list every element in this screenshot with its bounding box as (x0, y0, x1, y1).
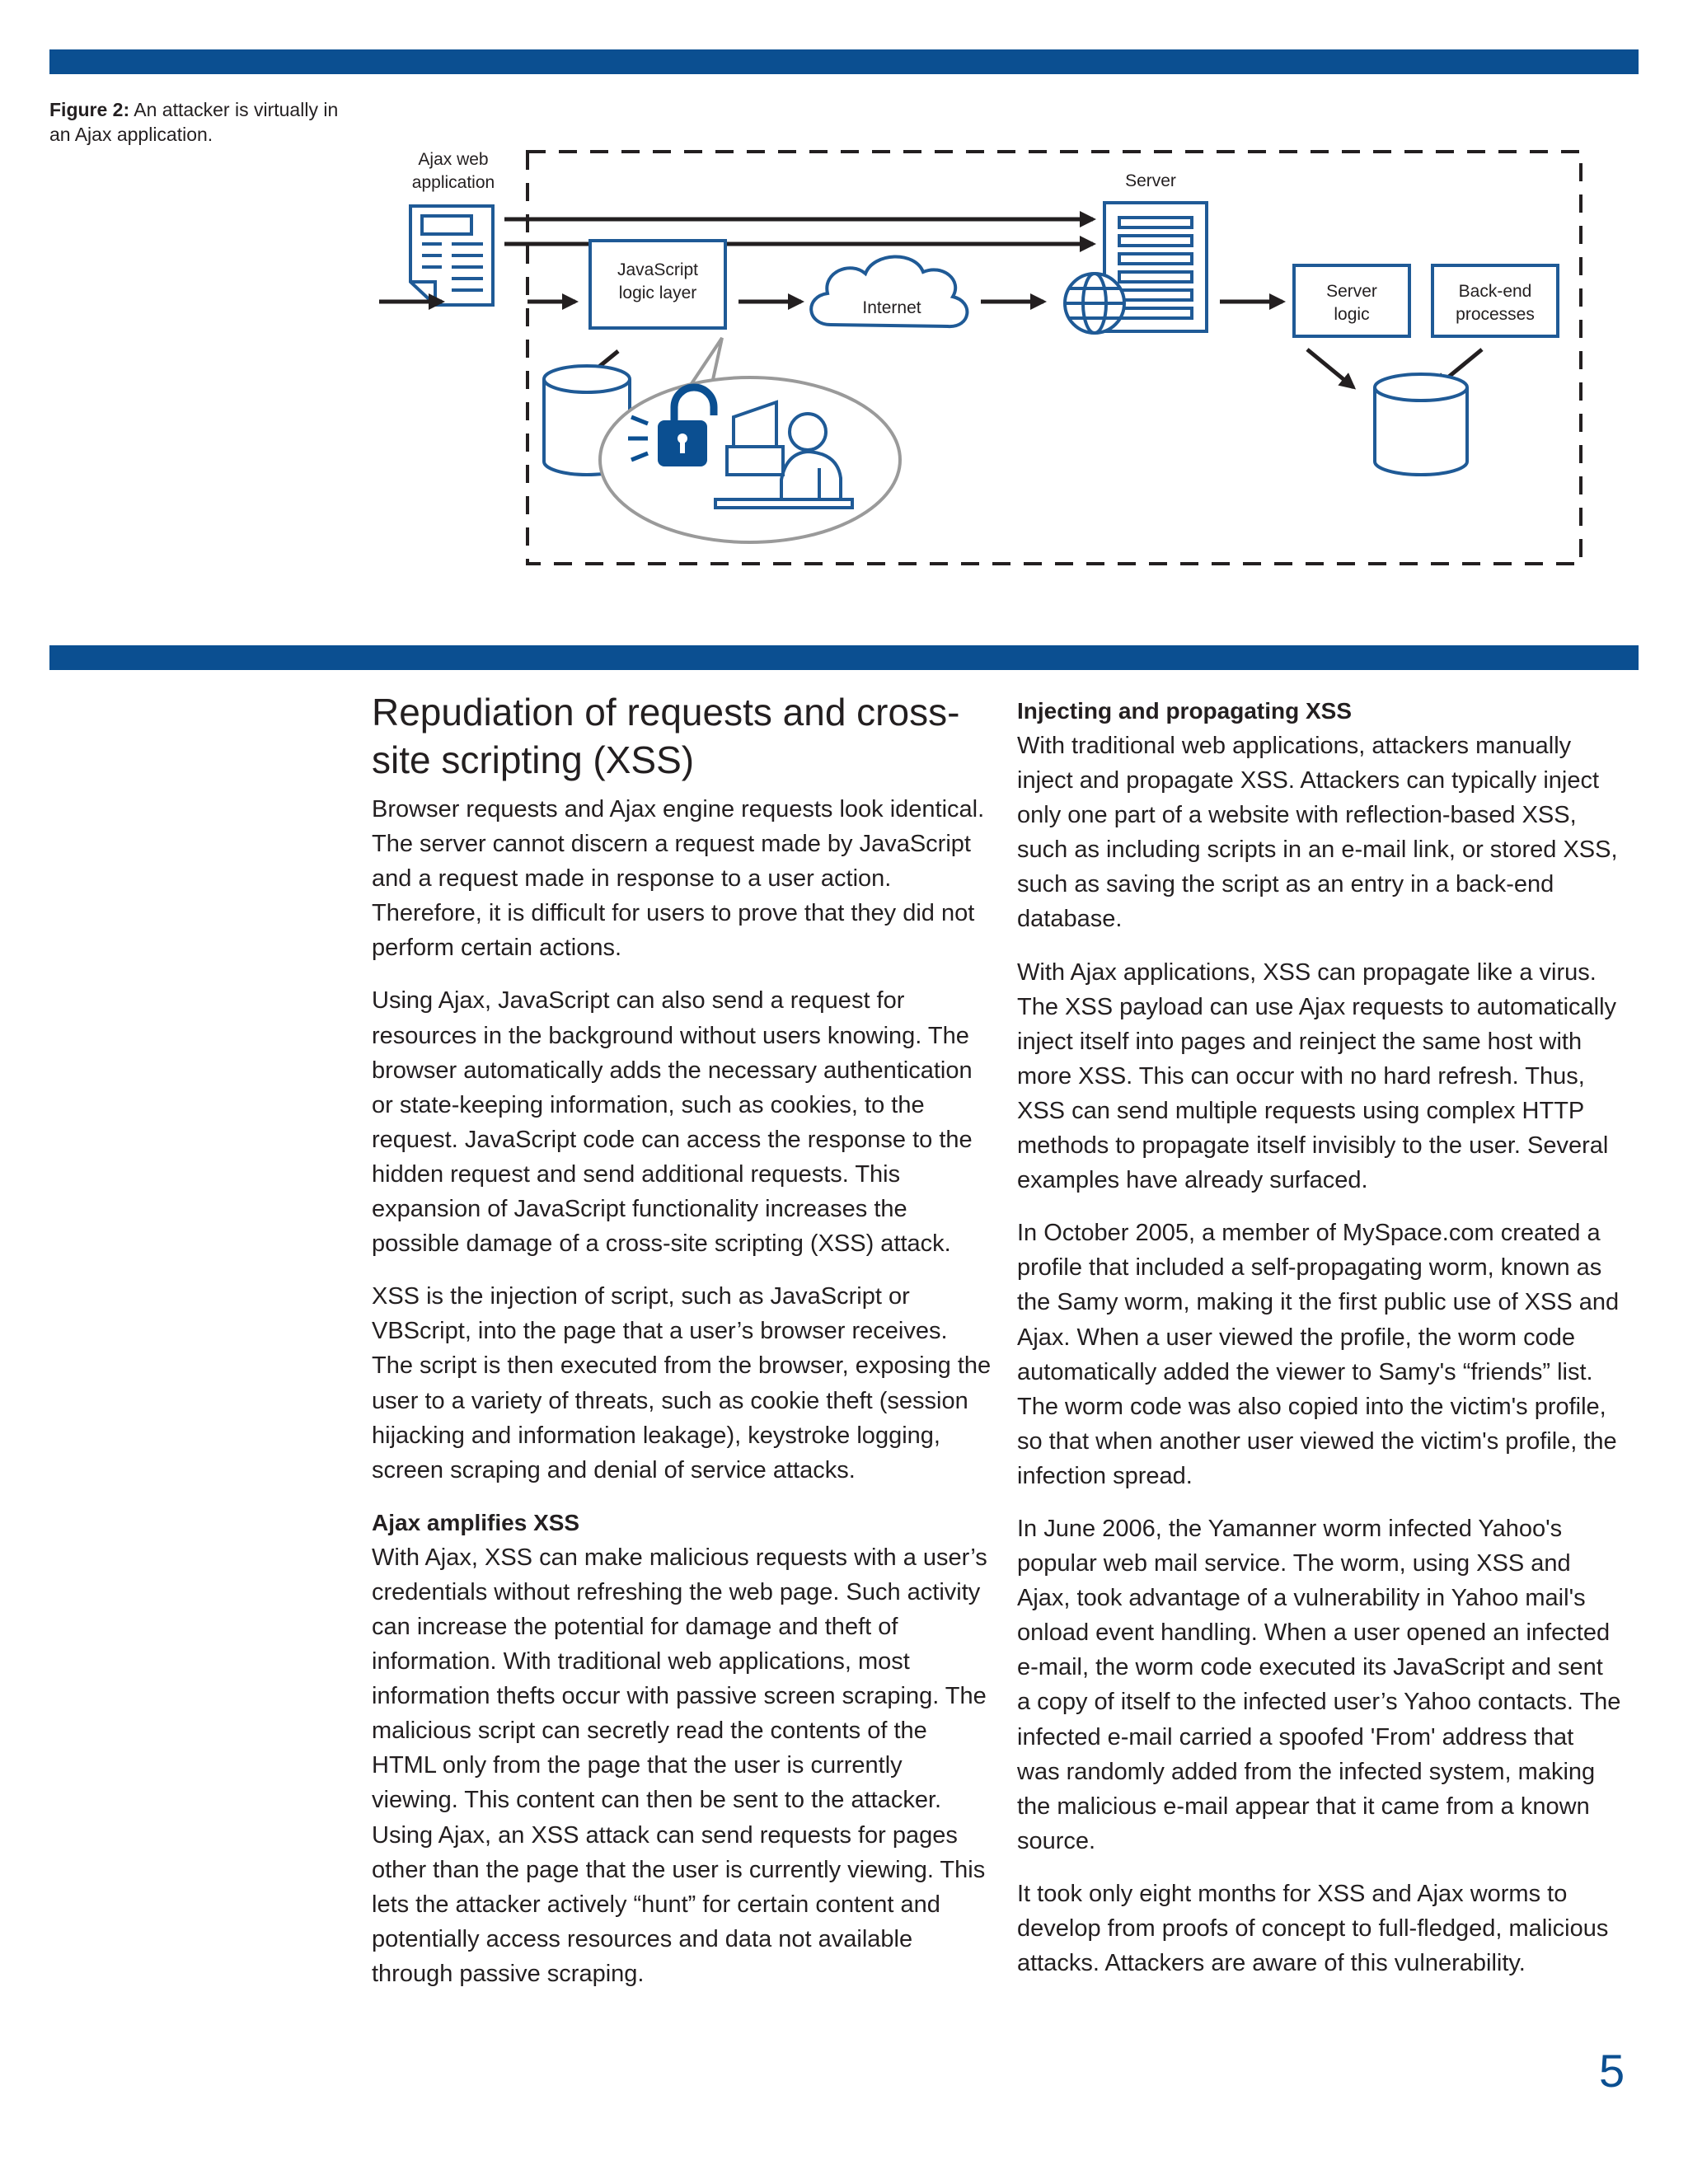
globe-icon (1065, 274, 1124, 333)
attacker-callout (600, 377, 900, 542)
paragraph: It took only eight months for XSS and Ajax worms to develop from proofs of concept to full-fledged, malicious attacks. Attackers are aware of this vulnerability. (1017, 1880, 1609, 1977)
paragraph: Using Ajax, JavaScript can also send a request for resources in the background without users knowing. The browser automatically adds the necessary authentication or state-keeping information, such as cookies, to the request. JavaScript code can access the response to the hidden request and send additional requests. This expansion of JavaScript functionality increases the possible damage of a cross-site scripting (XSS) attack. (372, 987, 973, 1258)
right-column (1017, 694, 1622, 1999)
ajax-label-line1: Ajax web (418, 150, 489, 169)
left-column (372, 688, 993, 2009)
backend-processes-box (1432, 265, 1558, 336)
paragraph: With Ajax applications, XSS can propagate like a virus. The XSS payload can use Ajax requests to automatically inject itself into pages and reinject the same host with more XSS. This can occur with no hard refresh. Thus, XSS can send multiple requests using complex HTTP methods to propagate itself invisibly to the user. Several examples have already surfaced. (1017, 958, 1617, 1194)
paragraph: In June 2006, the Yamanner worm infected Yahoo's popular web mail service. The worm, using XSS and Ajax, took advantage of a vulnerability in Yahoo mail's onload event handling. When a user opened an infected e-mail, the worm code executed its JavaScript and sent a copy of itself to the infected user’s Yahoo contacts. The infected e-mail carried a spoofed 'From' address that was randomly added from the infected system, making the malicious e-mail appear that it came from a known source. (1017, 1515, 1621, 1854)
paragraph: XSS is the injection of script, such as JavaScript or VBScript, into the page that a user’s browser receives. The script is then executed from the browser, exposing the user to a variety of threats, such as cookie theft (session hijacking and information leakage), keystroke logging, screen scraping and denial of service attacks. (372, 1283, 992, 1483)
paragraph: Browser requests and Ajax engine requests look identical. The server cannot discern a request made by JavaScript and a request made in response to a user action. Therefore, it is difficult for users to prove that they did not perform certain actions. (372, 796, 985, 962)
page-number: 5 (1599, 2045, 1625, 2097)
subheading: Ajax amplifies XSS (372, 1509, 580, 1535)
paragraph: With traditional web applications, attackers manually inject and propagate XSS. Attackers can typically inject only one part of a website with reflection-based XSS, such as including scripts in an e-mail link, or stored XSS, such as saving the script as an entry in a back-end database. (1017, 733, 1618, 933)
js-label-line1: JavaScript (617, 260, 699, 279)
paragraph: With Ajax, XSS can make malicious requests with a user’s credentials without refreshing the web page. Such activity can increase the potential for damage and theft of information. With traditional web applications, most information thefts occur with passive screen scraping. The malicious script can secretly read the contents of the HTML only from the page that the user is currently viewing. This content can then be sent to the attacker. Using Ajax, an XSS attack can send requests for pages other than the page that the user is currently viewing. This lets the attacker actively “hunt” for certain content and potentially access resources and data not available through passive scraping. (372, 1544, 987, 1987)
server-database-icon (1375, 374, 1467, 475)
subheading: Injecting and propagating XSS (1017, 698, 1353, 724)
backend-line2: processes (1456, 305, 1535, 324)
section-heading: Repudiation of requests and cross-site scripting (XSS) (372, 691, 960, 781)
figure-caption-label: Figure 2: (49, 99, 130, 120)
ajax-label-line2: application (411, 173, 495, 192)
internet-label: Internet (862, 298, 921, 317)
figure-caption-text: An attacker is virtually in an Ajax application. (49, 99, 339, 145)
server-label: Server (1125, 171, 1176, 190)
top-rule (49, 49, 1639, 74)
figure-caption (49, 97, 346, 147)
paragraph: In October 2005, a member of MySpace.com created a profile that included a self-propagating worm, known as the Samy worm, making it the first public use of XSS and Ajax. When a user viewed the profile, the worm code automatically added the viewer to Samy's “friends” list. The worm code was also copied into the victim's profile, so that when another user viewed the victim's profile, the infection spread. (1017, 1220, 1620, 1489)
server-logic-line2: logic (1334, 305, 1370, 324)
server-logic-box (1294, 265, 1409, 336)
backend-line1: Back-end (1458, 282, 1532, 301)
section-rule (49, 645, 1639, 670)
server-logic-line1: Server (1326, 282, 1377, 301)
js-label-line2: logic layer (618, 284, 697, 302)
document-icon (410, 206, 493, 305)
ajax-attack-diagram (346, 140, 1599, 589)
